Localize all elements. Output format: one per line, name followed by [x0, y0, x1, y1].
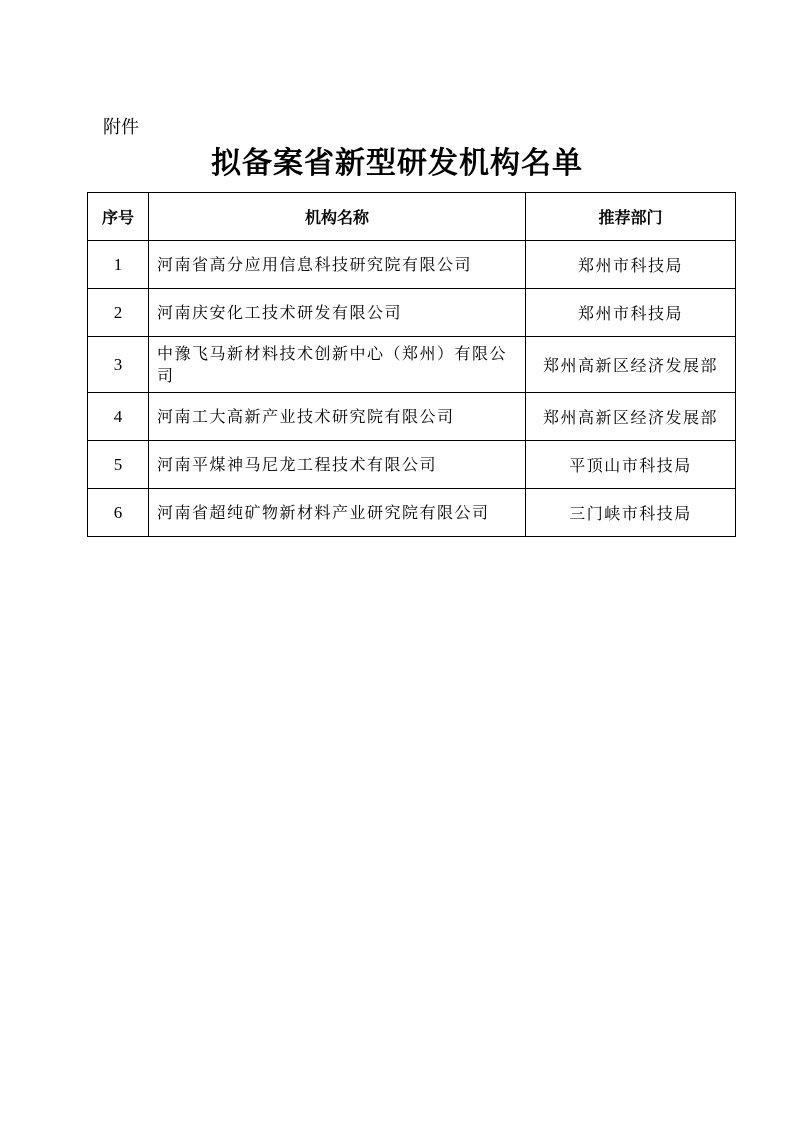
table-row	[88, 289, 736, 337]
row-name: 河南省高分应用信息科技研究院有限公司	[149, 241, 526, 289]
row-name: 河南省超纯矿物新材料产业研究院有限公司	[149, 489, 526, 537]
attachment-label: 附件	[103, 117, 139, 138]
table-row	[88, 441, 736, 489]
row-index: 1	[88, 241, 149, 289]
institution-table	[87, 192, 736, 537]
row-name: 中豫飞马新材料技术创新中心（郑州）有限公司	[149, 337, 526, 393]
row-index: 5	[88, 441, 149, 489]
row-department: 郑州市科技局	[526, 241, 736, 289]
row-index: 4	[88, 393, 149, 441]
row-index: 6	[88, 489, 149, 537]
header-index: 序号	[88, 193, 149, 241]
table-row	[88, 337, 736, 393]
page-title: 拟备案省新型研发机构名单	[211, 146, 583, 181]
table-row	[88, 489, 736, 537]
header-name: 机构名称	[149, 193, 526, 241]
row-department: 平顶山市科技局	[526, 441, 736, 489]
header-department: 推荐部门	[526, 193, 736, 241]
row-name: 河南庆安化工技术研发有限公司	[149, 289, 526, 337]
row-department: 三门峡市科技局	[526, 489, 736, 537]
table-header-row	[88, 193, 736, 241]
row-department: 郑州高新区经济发展部	[526, 393, 736, 441]
row-index: 2	[88, 289, 149, 337]
row-department: 郑州市科技局	[526, 289, 736, 337]
table-row	[88, 393, 736, 441]
row-name: 河南平煤神马尼龙工程技术有限公司	[149, 441, 526, 489]
row-name: 河南工大高新产业技术研究院有限公司	[149, 393, 526, 441]
row-index: 3	[88, 337, 149, 393]
row-department: 郑州高新区经济发展部	[526, 337, 736, 393]
table-row	[88, 241, 736, 289]
